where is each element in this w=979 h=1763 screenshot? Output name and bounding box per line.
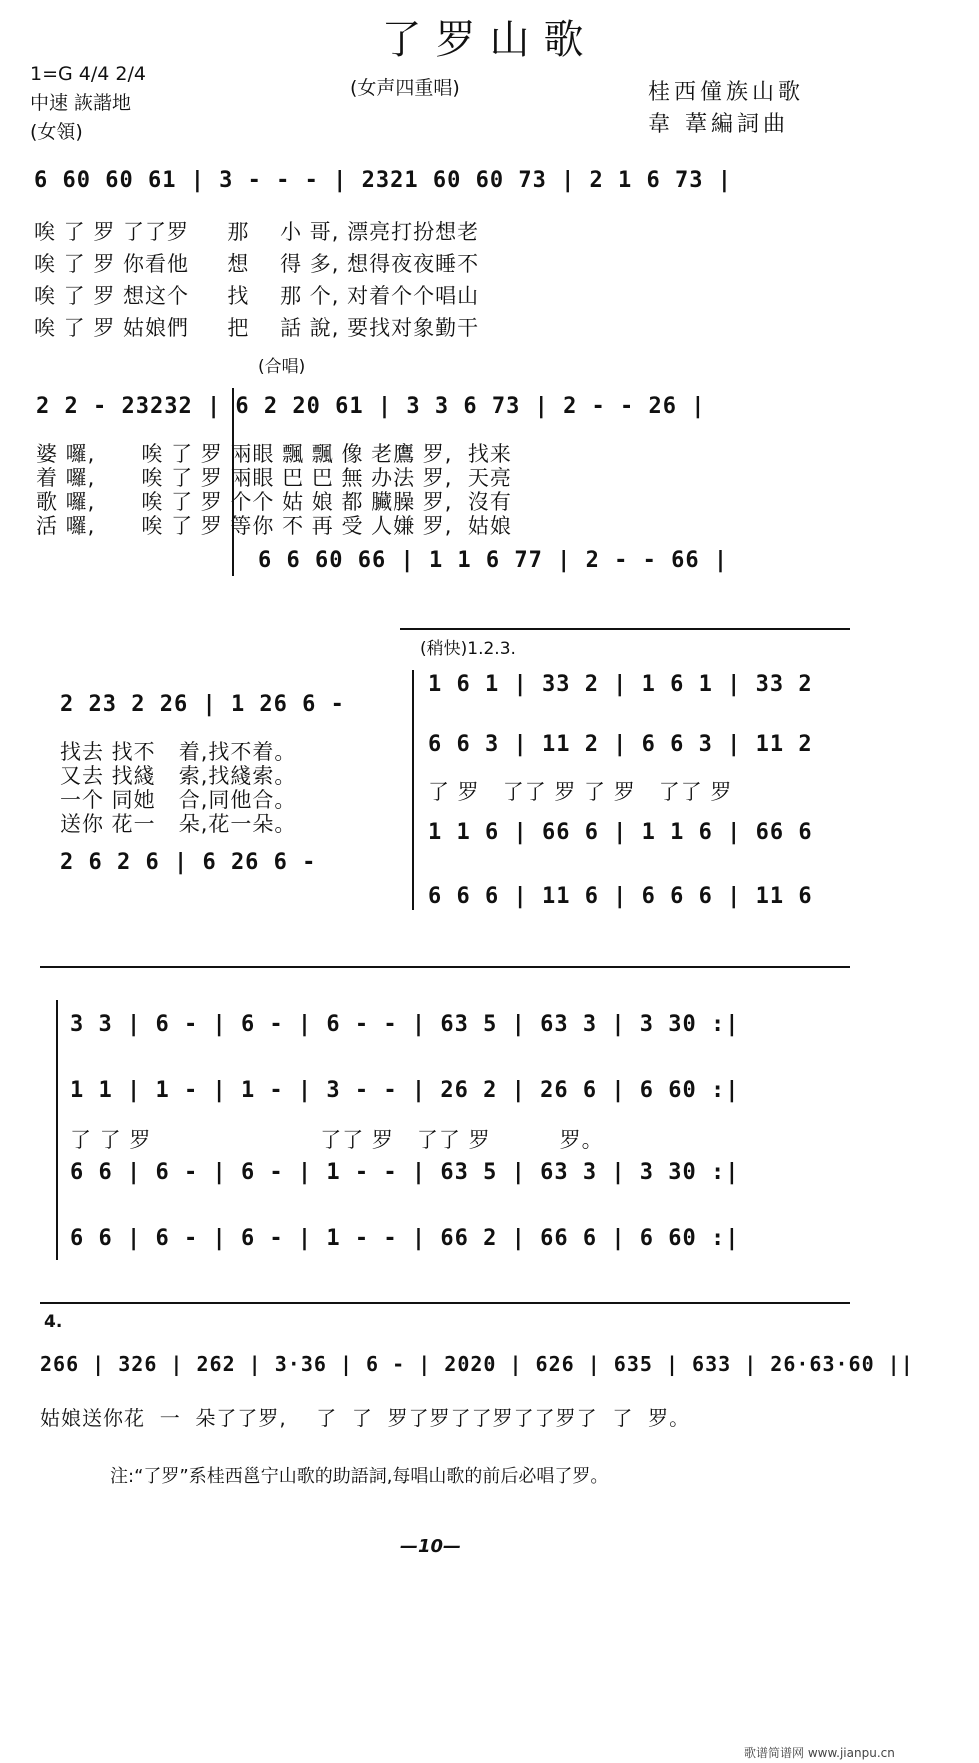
s4-lyrics: 了 了 罗 了了 罗 了了 罗 罗。 [70, 1128, 604, 1152]
system4-brace [56, 1000, 58, 1260]
page-number: —10— [400, 1536, 462, 1557]
system2-notes-bottom: 6 6 60 66 | 1 1 6 77 | 2 - - 66 | [258, 548, 729, 573]
s4-part3: 6 6 | 6 - | 6 - | 1 - - | 63 5 | 63 3 | 3 30 :| [70, 1160, 740, 1185]
s3-part-lyrics: 了 罗 了了 罗 了 罗 了了 罗 [428, 780, 733, 804]
s3-part1: 1 6 1 | 33 2 | 1 6 1 | 33 2 [428, 672, 813, 697]
lead-notes: 2 23 2 26 | 1 26 6 - [60, 692, 345, 717]
system1-notes: 6 60 60 61 | 3 - - - | 2321 60 60 73 | 2 1 6 73 | [34, 168, 733, 193]
s3-part4: 6 6 6 | 11 6 | 6 6 6 | 11 6 [428, 884, 813, 909]
system1-lyric-4: 唉 了 罗 姑娘們 把 話 說, 要找对象勤干 [34, 316, 480, 340]
section-label: (稍快)1.2.3. [420, 639, 516, 659]
ending-label: 4. [44, 1312, 63, 1332]
subtitle: (女声四重唱) [350, 77, 460, 99]
system1-lyric-2: 唉 了 罗 你看他 想 得 多, 想得夜夜睡不 [34, 252, 480, 276]
system1-lyric-3: 唉 了 罗 想这个 找 那 个, 对着个个唱山 [34, 284, 480, 308]
lead-lyric-3: 一个 同她 合,同他合。 [60, 788, 297, 812]
system2-lyric-1: 婆 囉, 唉 了 罗 兩眼 飄 飄 像 老鷹 罗, 找来 [36, 442, 512, 466]
system5-rule [40, 1302, 850, 1304]
system2-lyric-4: 活 囉, 唉 了 罗 等你 不 再 受 人嫌 罗, 姑娘 [36, 514, 512, 538]
system5-lyrics: 姑娘送你花 一 朵了了罗, 了 了 罗了罗了了罗了了罗了 了 罗。 [40, 1406, 691, 1430]
song-title: 了罗山歌 [381, 17, 598, 63]
tempo-marking: 中速 詼諧地 [30, 92, 132, 114]
section-bracket [400, 628, 850, 630]
s4-part2: 1 1 | 1 - | 1 - | 3 - - | 26 2 | 26 6 | 6 60 :| [70, 1078, 740, 1103]
watermark: 歌谱简谱网 www.jianpu.cn [744, 1746, 895, 1760]
parts-brace [412, 670, 414, 910]
chorus-label: (合唱) [258, 357, 306, 377]
lead-notes-bottom: 2 6 2 6 | 6 26 6 - [60, 850, 317, 875]
voice-marking: (女領) [30, 121, 83, 143]
source-credit: 桂西僮族山歌 [648, 80, 805, 105]
s3-part3: 1 1 6 | 66 6 | 1 1 6 | 66 6 [428, 820, 813, 845]
s3-part2: 6 6 3 | 11 2 | 6 6 3 | 11 2 [428, 732, 813, 757]
s4-part4: 6 6 | 6 - | 6 - | 1 - - | 66 2 | 66 6 | 6 60 :| [70, 1226, 740, 1251]
system2-notes-top: 2 2 - 23232 | 6 2 20 61 | 3 3 6 73 | 2 - - 26 | [36, 394, 706, 419]
arranger-credit: 韋 葦編詞曲 [648, 112, 789, 137]
system2-lyric-3: 歌 囉, 唉 了 罗 个个 姑 娘 都 臟臊 罗, 沒有 [36, 490, 512, 514]
system5-notes: 266 | 326 | 262 | 3·36 | 6 - | 2020 | 626 | 635 | 633 | 26·63·60 || [40, 1352, 914, 1376]
s4-part1: 3 3 | 6 - | 6 - | 6 - - | 63 5 | 63 3 | 3 30 :| [70, 1012, 740, 1037]
system4-rule [40, 966, 850, 968]
system2-lyric-2: 着 囉, 唉 了 罗 兩眼 巴 巴 無 办法 罗, 天亮 [36, 466, 512, 490]
lead-lyric-4: 送你 花一 朵,花一朵。 [60, 812, 297, 836]
lead-lyric-2: 又去 找綫 索,找綫索。 [60, 764, 297, 788]
system1-lyric-1: 唉 了 罗 了了罗 那 小 哥, 漂亮打扮想老 [34, 220, 480, 244]
footnote: 注:“了罗”系桂西邕宁山歌的助語詞,每唱山歌的前后必唱了罗。 [110, 1466, 609, 1487]
lead-lyric-1: 找去 找不 着,找不着。 [60, 740, 297, 764]
key-time-signature: 1=G 4/4 2/4 [30, 63, 146, 85]
